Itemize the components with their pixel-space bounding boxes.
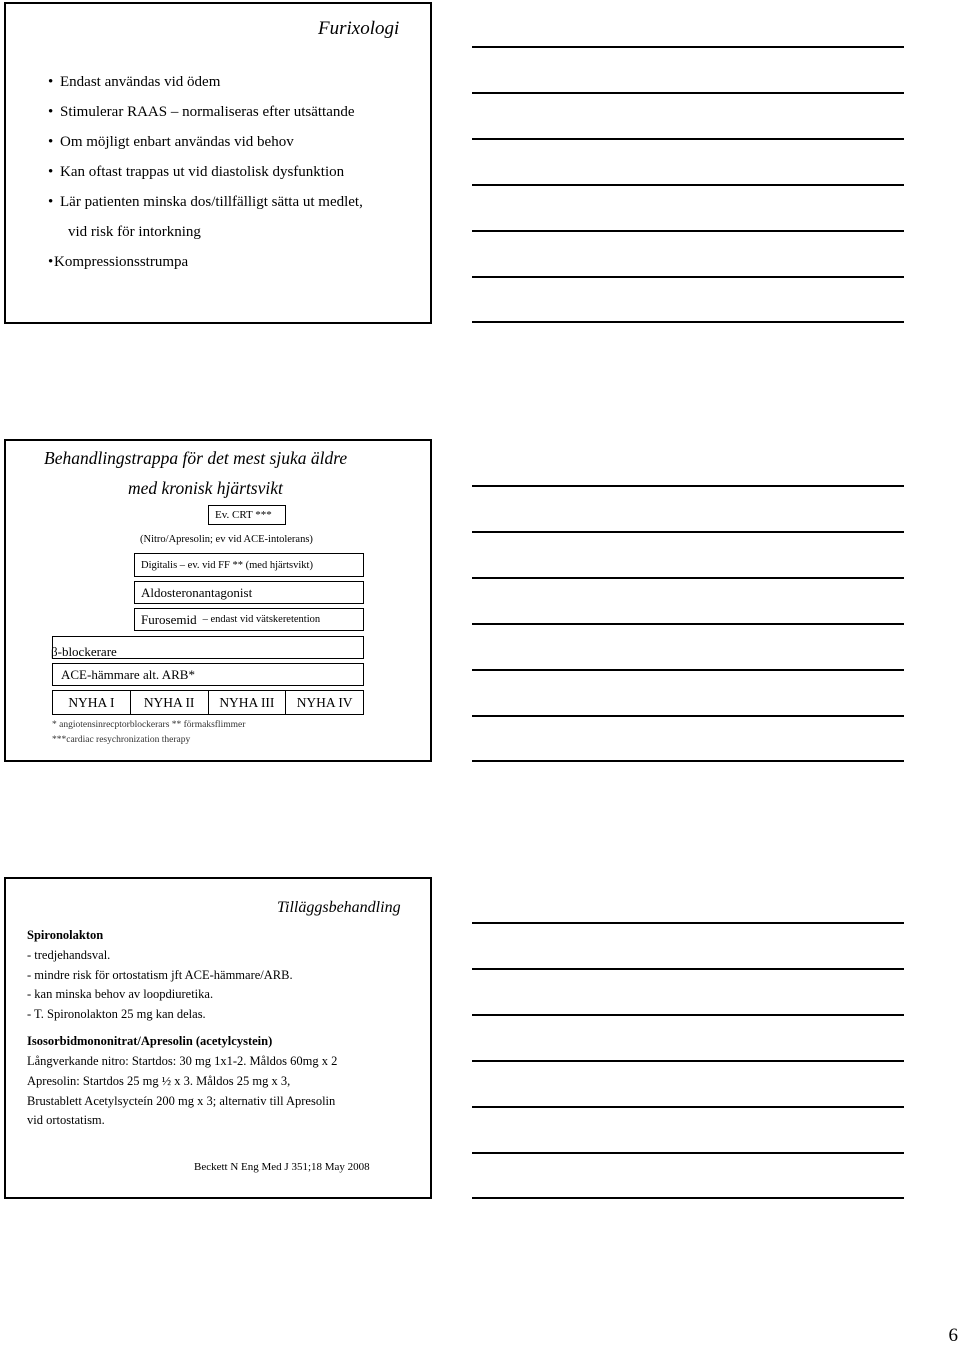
note-line	[472, 760, 904, 762]
note-line	[472, 1152, 904, 1154]
list-item-text: Lär patienten minska dos/tillfälligt sätta ut medlet,	[60, 194, 363, 210]
note-line	[472, 968, 904, 970]
section-heading-spironolakton: Spironolakton	[27, 928, 104, 942]
note-line	[472, 1197, 904, 1199]
step-crt	[208, 505, 286, 525]
step-furosemid	[134, 608, 364, 631]
step-furosemid-label: Furosemid	[141, 611, 197, 627]
note-line	[472, 138, 904, 140]
footnote-abbreviations: * angiotensinrecptorblockerars ** förmaksflimmer	[52, 720, 246, 730]
note-line	[472, 1060, 904, 1062]
list-item-text: Kan oftast trappas ut vid diastolisk dysfunktion	[60, 164, 345, 180]
list-item	[48, 67, 363, 97]
note-line	[472, 623, 904, 625]
step-digitalis-label: Digitalis – ev. vid FF ** (med hjärtsvikt)	[141, 559, 313, 571]
step-beta-blockerare	[52, 636, 364, 659]
slide3-title: Tilläggsbehandling	[277, 899, 401, 916]
text-line: - kan minska behov av loopdiuretika.	[27, 987, 214, 1001]
note-line	[472, 276, 904, 278]
footnote-crt: ***cardiac resychronization therapy	[52, 735, 191, 745]
step-aldosteron	[134, 581, 364, 604]
note-line	[472, 92, 904, 94]
slide1-title: Furixologi	[318, 18, 400, 39]
note-line	[472, 46, 904, 48]
note-line	[472, 1014, 904, 1016]
bullet-marker: •	[48, 104, 54, 120]
text-line: Långverkande nitro: Startdos: 30 mg 1x1-2. Måldos 60mg x 2	[27, 1054, 338, 1068]
bullet-marker: •	[48, 164, 54, 180]
nyha-scale	[52, 690, 364, 715]
list-item-text: vid risk för intorkning	[68, 224, 201, 240]
bullet-marker: •	[48, 194, 54, 210]
step-digitalis	[134, 553, 364, 577]
list-item-text: Om möjligt enbart användas vid behov	[60, 134, 294, 150]
list-item-text: Stimulerar RAAS – normaliseras efter utsättande	[60, 104, 355, 120]
list-item	[48, 217, 363, 247]
text-line: Brustablett Acetylsycteín 200 mg x 3; alternativ till Apresolin	[27, 1094, 336, 1108]
slide2-title-line1: Behandlingstrappa för det mest sjuka äldre	[44, 448, 348, 468]
text-line: - mindre risk för ortostatism jft ACE-hämmare/ARB.	[27, 968, 293, 982]
nyha-class: NYHA IV	[296, 694, 353, 710]
note-line	[472, 922, 904, 924]
nyha-class: NYHA III	[209, 691, 287, 714]
note-line	[472, 715, 904, 717]
step-beta-label: β-blockerare	[51, 644, 117, 659]
nyha-class: NYHA I	[53, 691, 131, 714]
list-item	[48, 247, 363, 277]
note-line	[472, 321, 904, 323]
section-heading-isosorbid: Isosorbidmononitrat/Apresolin (acetylcystein)	[27, 1034, 273, 1048]
bullet-marker: •	[48, 134, 54, 150]
note-line	[472, 669, 904, 671]
note-line	[472, 531, 904, 533]
reference: Beckett N Eng Med J 351;18 May 2008	[194, 1161, 370, 1173]
slide2-title-line2: med kronisk hjärtsvikt	[128, 478, 283, 498]
step-ace-label: ACE-hämmare alt. ARB*	[61, 666, 195, 682]
step-ace	[52, 663, 364, 686]
list-item-text: Kompressionsstrumpa	[54, 254, 189, 270]
list-item	[48, 157, 363, 187]
note-line	[472, 184, 904, 186]
list-item	[48, 187, 363, 217]
text-line: - tredjehandsval.	[27, 948, 111, 962]
slide1-bullet-list	[48, 67, 363, 277]
page-number: 6	[948, 1325, 958, 1346]
text-line: - T. Spironolakton 25 mg kan delas.	[27, 1007, 206, 1021]
step-nitro-label: (Nitro/Apresolin; ev vid ACE-intolerans)	[140, 533, 313, 545]
step-aldosteron-label: Aldosteronantagonist	[141, 584, 253, 600]
bullet-marker: •	[48, 254, 54, 270]
list-item	[48, 127, 363, 157]
note-line	[472, 485, 904, 487]
list-item-text: Endast användas vid ödem	[60, 74, 221, 90]
text-line: vid ortostatism.	[27, 1113, 105, 1127]
step-crt-label: Ev. CRT ***	[215, 509, 272, 521]
note-line	[472, 1106, 904, 1108]
list-item	[48, 97, 363, 127]
step-furosemid-note: – endast vid vätskeretention	[202, 614, 321, 625]
step-nitro	[134, 529, 364, 549]
text-line: Apresolin: Startdos 25 mg ½ x 3. Måldos 25 mg x 3,	[27, 1074, 291, 1088]
note-line	[472, 577, 904, 579]
note-line	[472, 230, 904, 232]
bullet-marker: •	[48, 74, 54, 90]
nyha-class: NYHA II	[131, 691, 209, 714]
